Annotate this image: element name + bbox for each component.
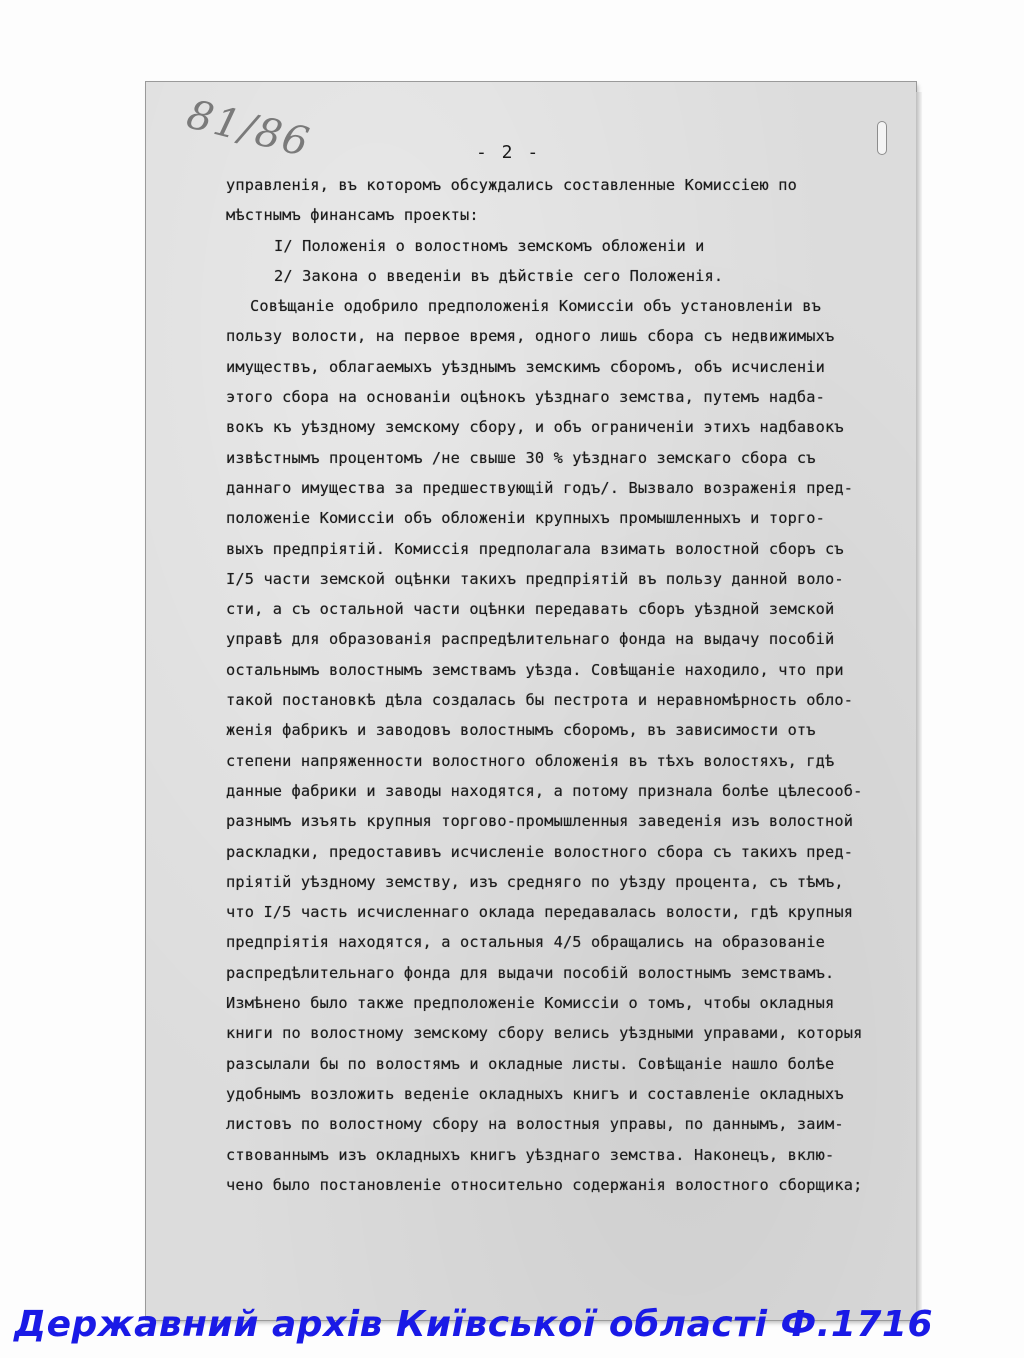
text-line: предпрiятiя находятся, а остальныя 4/5 обращались на образованiе [226,933,826,952]
text-line: пользу волости, на первое время, одного лишь сбора съ недвижимыхъ [226,327,835,346]
text-line: женія фабрикъ и заводовъ волостнымъ сборомъ, въ зависимости отъ [226,721,816,740]
text-line: управленія, въ которомъ обсуждались составленные Комиссiею по [226,176,797,194]
page-edge [916,92,922,1312]
typed-text-body [226,170,906,1200]
text-line: имуществъ, облагаемыхъ уѣзднымъ земскимъ сборомъ, объ исчисленiи [226,357,826,376]
text-line: степени напряженности волостного обложенія въ тѣхъ волостяхъ, гдѣ [226,751,835,770]
archive-caption: Державний архів Київської області Ф.1716 [14,1304,934,1345]
text-line: данные фабрики и заводы находятся, а потому признала болѣе цѣлесооб- [226,781,863,800]
document-page [146,82,916,1320]
text-line: остальнымъ волостнымъ земствамъ уѣзда. Совѣщанiе находило, что при [226,660,844,679]
text-line: Совѣщанiе одобрило предположенія Комиссiи объ установленiи въ [250,297,821,316]
text-line: что I/5 часть исчисленнаго оклада передавалась волости, гдѣ крупныя [226,903,854,922]
text-line: удобнымъ возложить веденiе окладныхъ книгъ и составленiе окладныхъ [226,1084,844,1103]
text-line: сти, а съ остальной части оцѣнки передавать сборъ уѣздной земской [226,600,835,619]
text-line: раскладки, предоставивъ исчисленiе волостного сбора съ такихъ пред- [226,842,854,861]
text-line: мѣстнымъ финансамъ проекты: [226,206,479,225]
text-line: I/5 части земской оцѣнки такихъ предпрiятiй въ пользу данной воло- [226,569,844,588]
text-line: вокъ къ уѣздному земскому сбору, и объ ограниченiи этихъ надбавокъ [226,418,844,437]
text-line: этого сбора на основанiи оцѣнокъ уѣзднаго земства, путемъ надба- [226,388,826,407]
text-line: книги по волостному земскому сбору велись уѣздными управами, которыя [226,1024,863,1043]
text-line: распредѣлительнаго фонда для выдачи пособiй волостнымъ земствамъ. [226,963,835,982]
text-line: разсылали бы по волостямъ и окладные листы. Совѣщанiе нашло болѣе [226,1054,835,1073]
page-number: - 2 - [476,142,541,163]
text-line: ствованнымъ изъ окладныхъ книгъ уѣзднаго земства. Наконецъ, вклю- [226,1145,835,1164]
text-line: такой постановкѣ дѣла создалась бы пестрота и неравномѣрность обло- [226,691,854,710]
text-line: управѣ для образованія распредѣлительнаго фонда на выдачу пособiй [226,630,835,649]
text-line: даннаго имущества за предшествующiй годъ/. Вызвало возраженія пред- [226,478,854,497]
text-line: 2/ Закона о введенiи въ дѣйствiе сего Положенія. [274,266,724,285]
text-line: прiятiй уѣздному земству, изъ средняго по уѣзду процента, съ тѣмъ, [226,872,844,891]
text-line: Измѣнено было также предположенiе Комиссiи о томъ, чтобы окладныя [226,994,835,1013]
text-line: разнымъ изъять крупныя торгово-промышленныя заведенія изъ волостной [226,812,854,831]
text-line: извѣстнымъ процентомъ /не свыше 30 % уѣзднаго земскаго сбора съ [226,448,816,467]
handwritten-reference: 81/86 [182,91,315,167]
text-line: I/ Положенія о волостномъ земскомъ обложенiи и [274,236,705,255]
text-line: чено было постановленiе относительно содержанія волостного сборщика; [226,1175,863,1194]
punch-hole-mark [878,122,886,154]
text-line: листовъ по волостному сбору на волостныя управы, по даннымъ, заим- [226,1115,844,1134]
text-line: выхъ предпрiятiй. Комиссiя предполагала взимать волостной сборъ съ [226,539,844,558]
text-line: положенiе Комиссiи объ обложенiи крупныхъ промышленныхъ и торго- [226,509,826,528]
